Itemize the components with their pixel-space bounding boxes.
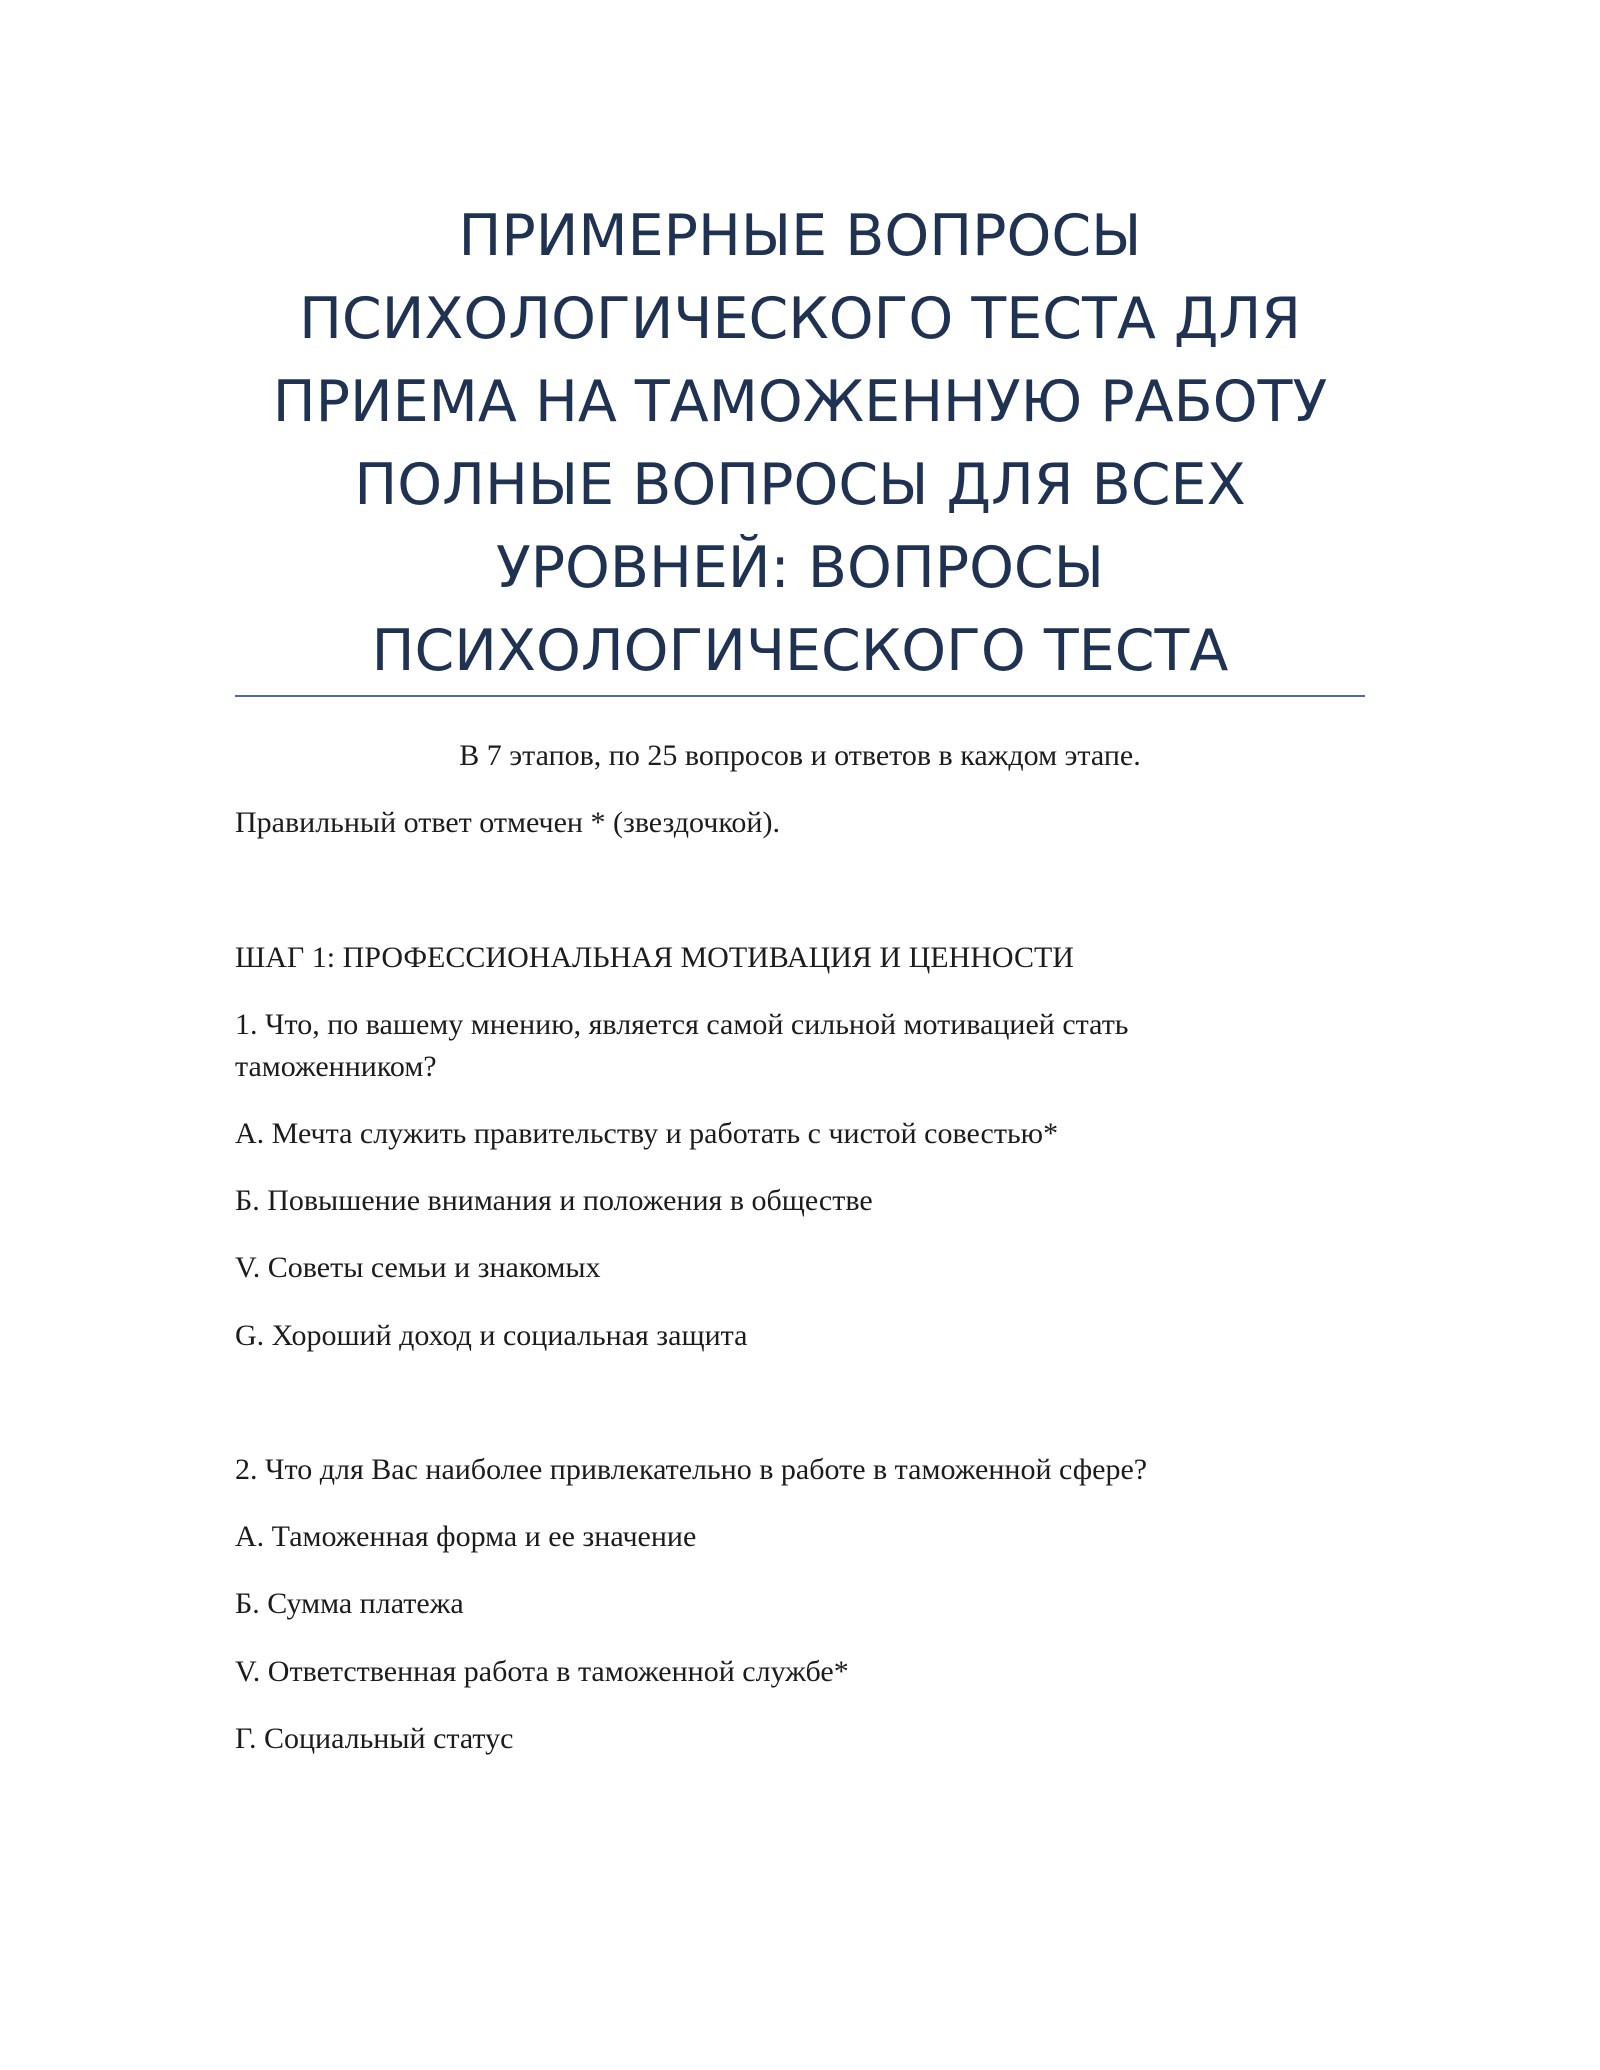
title-line: ПРИЕМА НА ТАМОЖЕННУЮ РАБОТУ <box>272 369 1328 435</box>
title-line: ПСИХОЛОГИЧЕСКОГО ТЕСТА ДЛЯ <box>299 286 1301 352</box>
answer-option: Б. Повышение внимания и положения в обществе <box>235 1184 873 1217</box>
answer-option: А. Мечта служить правительству и работать с чистой совестью* <box>235 1117 1059 1150</box>
answer-option: Б. Сумма платежа <box>235 1587 464 1620</box>
title-line: ПСИХОЛОГИЧЕСКОГО ТЕСТА <box>371 618 1229 684</box>
answer-option: Г. Социальный статус <box>235 1722 514 1755</box>
title-line: ПРИМЕРНЫЕ ВОПРОСЫ <box>458 203 1142 269</box>
question-line: 1. Что, по вашему мнению, является самой сильной мотивацией стать <box>235 1008 1129 1041</box>
question-2-text <box>235 1449 1365 1491</box>
title-line: ПОЛНЫЕ ВОПРОСЫ ДЛЯ ВСЕХ <box>354 452 1246 518</box>
document-title <box>235 195 1365 693</box>
title-divider <box>235 695 1365 697</box>
step-heading: ШАГ 1: ПРОФЕССИОНАЛЬНАЯ МОТИВАЦИЯ И ЦЕННОСТИ <box>235 941 1074 974</box>
answer-option: V. Ответственная работа в таможенной службе* <box>235 1655 849 1688</box>
question-line: 2. Что для Вас наиболее привлекательно в работе в таможенной сфере? <box>235 1453 1148 1486</box>
question-1-text <box>235 1004 1365 1088</box>
question-line: таможенником? <box>235 1050 437 1083</box>
title-line: УРОВНЕЙ: ВОПРОСЫ <box>495 535 1105 601</box>
answer-key-note: Правильный ответ отмечен * (звездочкой). <box>235 806 780 839</box>
answer-option: V. Советы семьи и знакомых <box>235 1251 601 1284</box>
answer-option: А. Таможенная форма и ее значение <box>235 1520 697 1553</box>
answer-option: G. Хороший доход и социальная защита <box>235 1319 748 1352</box>
intro-text: В 7 этапов, по 25 вопросов и ответов в каждом этапе. <box>459 739 1141 772</box>
